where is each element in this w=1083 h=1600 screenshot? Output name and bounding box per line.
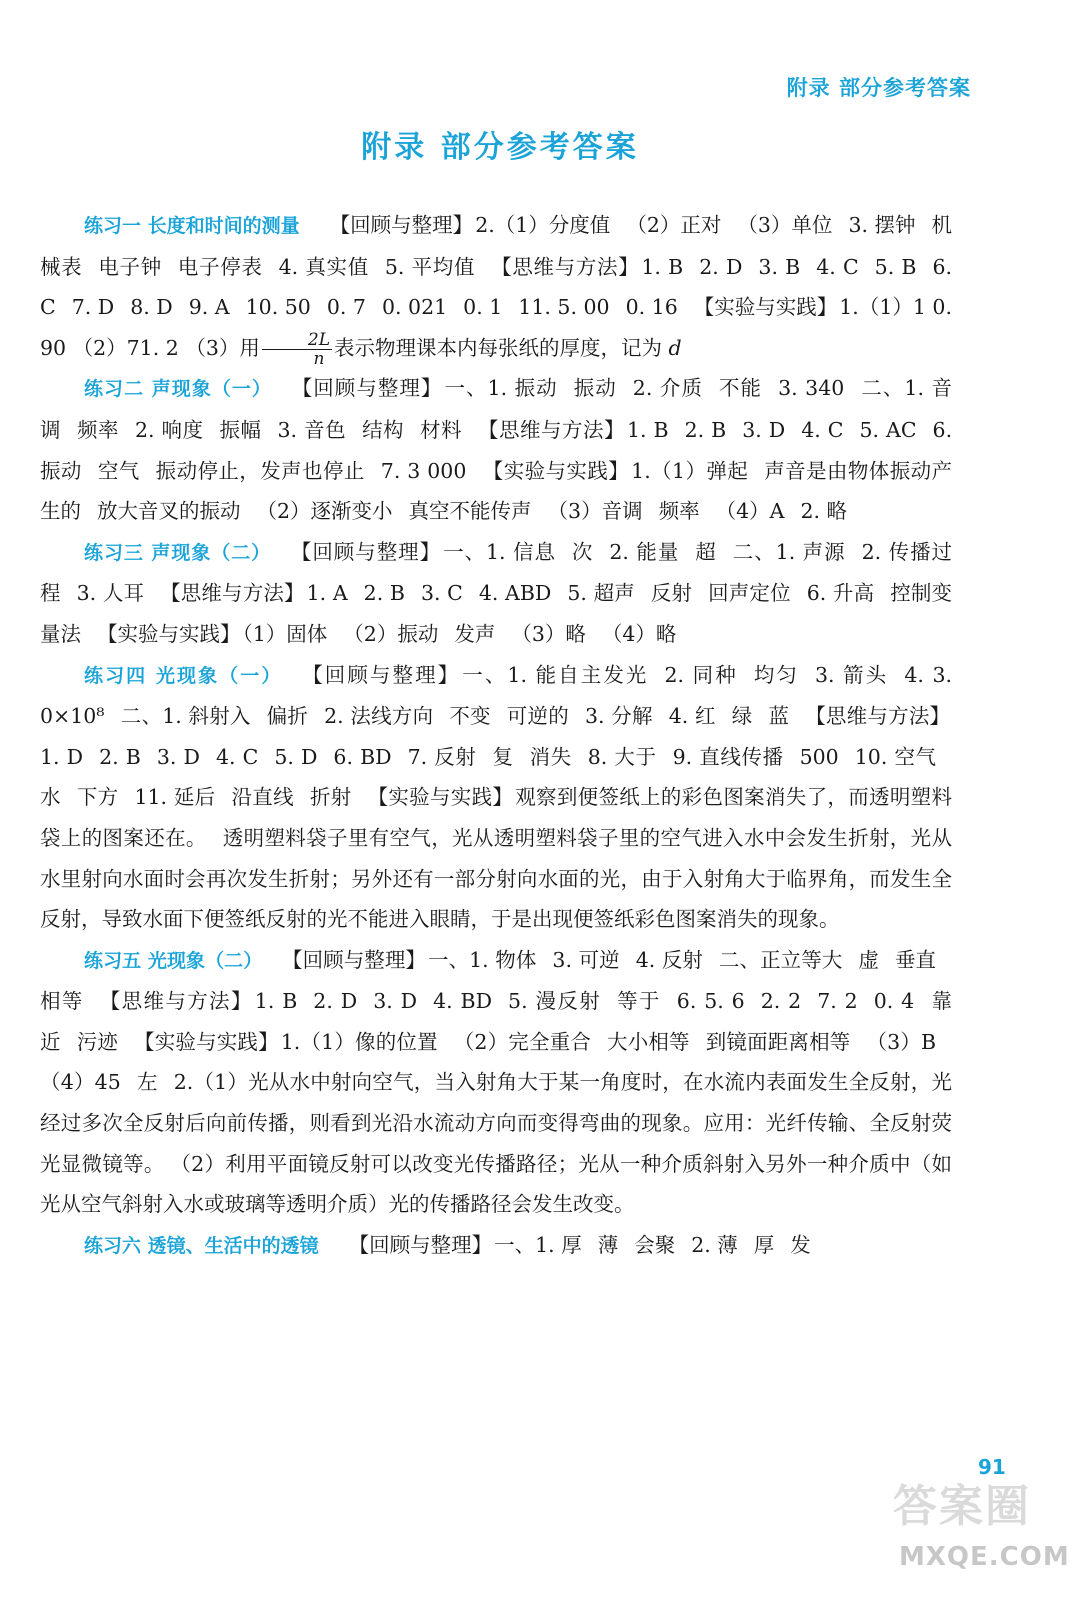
answer-item: 0. 021 — [381, 295, 448, 320]
answer-item: 垂直 — [894, 947, 937, 972]
answer-item: （2）利用平面镜反射可以改变光传播路径；光从一种介质斜射入另外一种介质中（如光从空气斜射入水或玻璃等透明介质）光的传播路径会发生改变。 — [40, 1151, 953, 1217]
section-heading: 【回顾与整理】 — [329, 213, 474, 237]
section-heading: 【思维与方法】 — [99, 989, 253, 1014]
exercise-title: 练习五 光现象（二） — [84, 949, 263, 972]
answer-item: 放大音叉的振动 — [97, 499, 241, 524]
answer-item: 1. B — [626, 417, 669, 442]
answer-item: 11. 延后 — [134, 785, 216, 810]
answer-item: 反射 — [650, 581, 693, 606]
answer-item: 二、1. 音调 — [40, 376, 953, 442]
answer-item: 500 — [799, 744, 839, 769]
answer-item: 结构 — [362, 417, 405, 442]
answer-item: 6. 振动 — [40, 417, 953, 483]
answer-item: （3）略 — [511, 621, 586, 646]
answer-item: 厚 — [753, 1232, 775, 1257]
answer-item: 均匀 — [753, 662, 799, 687]
section-heading: 【回顾与整理】 — [301, 539, 442, 564]
answer-text: 表示物理课本内每张纸的厚度，记为 — [333, 335, 662, 360]
answer-item: 靠近 — [40, 989, 953, 1054]
section-heading: 【实验与实践】 — [367, 785, 514, 810]
answer-item: 虚 — [858, 947, 879, 972]
answer-item: 二、1. 斜射入 — [120, 704, 251, 729]
answer-item: 污迹 — [76, 1029, 119, 1054]
answer-item: 7. 反射 — [407, 744, 477, 769]
answer-item: 5. B — [874, 254, 917, 279]
exercise-paragraph — [40, 368, 952, 531]
answer-item: （3）音调 — [547, 499, 643, 524]
section-heading: 【实验与实践】 — [134, 1029, 279, 1054]
exercise-title: 练习四 光现象（一） — [84, 664, 283, 687]
answer-item: 2. 同种 — [664, 662, 738, 687]
answer-item: 2. B — [99, 744, 141, 769]
answer-item: 9. 直线传播 — [672, 744, 784, 769]
answer-item: 2. 2 — [760, 989, 802, 1014]
answer-item: 1.（1）弹起 — [631, 458, 749, 483]
answer-item: 到镜面距离相等 — [705, 1029, 851, 1054]
answer-item: 0. 16 — [625, 295, 678, 320]
answer-item: 3. 音色 — [277, 417, 347, 442]
answer-item: 透明塑料袋子里有空气，光从透明塑料袋子里的空气进入水中会发生折射，光从水里射向水面时会再次发生折射；另外还有一部分射向水面的光，由于入射角大于临界角，而发生全反射，导致水面下便签纸反射的光不能进入眼睛，于是出现便签纸彩色图案消失的现象。 — [40, 825, 953, 932]
answer-item: 空气 — [97, 458, 140, 483]
watermark-url: MXQE.COM — [899, 1542, 1070, 1572]
section-heading: 【思维与方法】 — [160, 581, 305, 606]
answer-item: 2. 响度 — [134, 417, 204, 442]
answer-item: 4. C — [801, 417, 844, 442]
answer-item: 频率 — [658, 499, 700, 524]
answer-item: 折射 — [309, 785, 352, 810]
answer-item: 4. C — [816, 254, 859, 279]
fraction-numerator: 2L — [262, 331, 332, 350]
answer-item: 观察到便签纸上的彩色图案消失了，而透明塑料袋上的图案还在。 — [40, 785, 952, 850]
answer-item: 发声 — [454, 621, 496, 646]
answer-item: 8. 大于 — [587, 744, 657, 769]
variable: d — [668, 335, 682, 360]
exercise-paragraph — [40, 655, 952, 940]
answer-item: 薄 — [597, 1232, 619, 1257]
section-heading: 【思维与方法】 — [805, 704, 951, 729]
answer-item: 0. 7 — [326, 295, 366, 320]
answer-item: 7. 2 — [817, 989, 858, 1014]
answer-item: 5. 漫反射 — [508, 989, 602, 1014]
answer-item: （4）略 — [601, 621, 677, 646]
running-header: 附录 部分参考答案 — [786, 76, 971, 100]
answer-item: 5. 平均值 — [384, 254, 476, 279]
exercise-paragraph — [40, 940, 952, 1225]
answer-item: 3. 340 — [778, 376, 845, 401]
fraction-denominator: n — [313, 348, 325, 369]
answer-item: 5. AC — [859, 417, 917, 442]
answer-item: 会聚 — [634, 1232, 676, 1257]
answer-item: 大小相等 — [607, 1029, 690, 1054]
answer-item: （3）单位 — [737, 213, 833, 237]
answer-item: 3. D — [373, 989, 418, 1014]
answer-item: 消失 — [529, 744, 572, 769]
section-heading: 【实验与实践】 — [482, 458, 630, 483]
answer-item: 7. 3 000 — [380, 458, 467, 483]
answer-item: 一、1. 振动 — [444, 376, 558, 401]
answer-item: 2.（1）光从水中射向空气，当入射角大于某一角度时，在水流内表面发生全反射，光经过多次全反射后向前传播，则看到光沿水流动方向而变得弯曲的现象。应用：光纤传输、全反射荧光显微镜等。 — [40, 1070, 952, 1176]
answer-item: 相等 — [40, 989, 84, 1014]
answer-item: 2. D — [699, 254, 743, 279]
answer-item: 不能 — [718, 376, 763, 401]
answer-item: 二、正立等大 — [718, 947, 843, 972]
exercise-title: 练习一 长度和时间的测量 — [84, 215, 300, 237]
answer-item: 等于 — [617, 989, 661, 1014]
answer-item: 4. 3. 0×10⁸ — [40, 662, 953, 729]
answer-item: 材料 — [420, 417, 463, 442]
answer-item: 2. 介质 — [632, 376, 703, 401]
answer-item: 4. 真实值 — [278, 254, 369, 279]
answer-item: 2. 法线方向 — [324, 704, 434, 729]
answer-item: 振幅 — [219, 417, 262, 442]
answer-item: 6. BD — [333, 744, 392, 769]
answer-item: 3. 可逆 — [552, 947, 620, 972]
answer-item: 电子钟 — [98, 254, 162, 279]
answer-item: （2）完全重合 — [453, 1029, 592, 1054]
exercise-title: 练习六 透镜、生活中的透镜 — [84, 1234, 319, 1257]
answer-item: 超 — [695, 539, 717, 564]
answer-item: 2. B — [363, 581, 405, 606]
answer-item: 绿 — [731, 704, 753, 729]
answer-item: 下方 — [76, 785, 119, 810]
answer-item: （2）正对 — [626, 213, 722, 237]
answer-item: 偏折 — [266, 704, 309, 729]
section-heading: 【思维与方法】 — [478, 417, 625, 442]
answer-item: 控制变量法 — [40, 581, 952, 646]
answer-item: 0. 1 — [463, 295, 503, 320]
answer-item: 发 — [790, 1232, 811, 1257]
answer-item: （2）逐渐变小 — [256, 499, 393, 524]
answer-item: 8. D — [130, 295, 173, 320]
answer-item: 复 — [492, 744, 514, 769]
watermark — [893, 1470, 1073, 1590]
answer-item: 1.（1）像的位置 — [280, 1029, 438, 1054]
answer-item: 水 — [40, 785, 61, 810]
answer-item: 10. 50 — [245, 295, 311, 320]
section-heading: 【回顾与整理】 — [348, 1232, 493, 1257]
answer-item: 次 — [571, 539, 594, 564]
answer-item: 左 — [136, 1070, 158, 1095]
exercise-paragraph — [40, 532, 952, 655]
page-title: 附录 部分参考答案 — [361, 130, 639, 165]
answer-item: 3. D — [156, 744, 200, 769]
answer-item: 3. B — [758, 254, 801, 279]
answer-item: （2）振动 — [343, 621, 439, 646]
answer-item: 6. 升高 — [806, 581, 875, 606]
answer-item: 4. ABD — [478, 581, 552, 606]
answer-item: 3. 人耳 — [76, 581, 145, 606]
answer-item: 电子停表 — [177, 254, 263, 279]
answer-item: 沿直线 — [231, 785, 294, 810]
exercise-title: 练习三 声现象（二） — [84, 541, 272, 564]
answer-item: 2. D — [313, 989, 358, 1014]
answer-item: 一、1. 能自主发光 — [462, 662, 649, 687]
answer-item: 2. 能量 — [609, 539, 680, 564]
answer-item: 振动 — [573, 376, 617, 401]
section-heading: 【实验与实践】 — [693, 295, 838, 320]
answer-item: 不变 — [449, 704, 491, 729]
watermark-logo: 答案圈 — [893, 1481, 1031, 1532]
answer-item: 2.（1）分度值 — [475, 213, 611, 237]
answer-item: 二、1. 声源 — [732, 539, 846, 564]
answer-item: 可逆的 — [506, 704, 569, 729]
section-heading: 【回顾与整理】 — [301, 376, 443, 401]
answer-item: 10. 空气 — [854, 744, 937, 769]
answer-text: 1.（1）1 0. 90 （2）71. 2 （3）用 — [40, 295, 952, 360]
section-heading: 【回顾与整理】 — [312, 662, 461, 687]
answer-item: 1. B — [254, 989, 298, 1014]
answer-item: 振动停止，发声也停止 — [155, 458, 365, 483]
answer-item: 2. 薄 — [691, 1232, 738, 1257]
answer-item: 2. B — [684, 417, 727, 442]
exercise-paragraph — [40, 205, 952, 368]
answer-item: （1）固体 — [242, 621, 328, 646]
answer-item: 声音是由物体振动产生的 — [40, 458, 953, 524]
answer-item: 回声定位 — [708, 581, 791, 606]
section-heading: 【实验与实践】 — [97, 621, 241, 646]
answer-item: 1. D — [40, 744, 84, 769]
answer-item: 1. A — [306, 581, 348, 606]
answer-item: 2. 传播过程 — [40, 539, 953, 606]
exercise-paragraph — [40, 1225, 952, 1267]
answer-item: 3. 箭头 — [815, 662, 889, 687]
answer-item: 一、1. 物体 — [428, 947, 537, 972]
answer-item: 4. 反射 — [635, 947, 703, 972]
answer-item: 1. B — [641, 254, 684, 279]
answer-item: 5. D — [274, 744, 318, 769]
answer-item: 4. 红 — [668, 704, 716, 729]
answer-item: 0. 4 — [873, 989, 915, 1014]
answer-item: 2. 略 — [800, 499, 848, 524]
answer-item: （4）45 — [40, 1070, 121, 1095]
answer-item: 机械表 — [40, 213, 953, 279]
answer-item: 4. BD — [433, 989, 493, 1014]
section-heading: 【思维与方法】 — [491, 254, 640, 279]
answer-item: 3. D — [742, 417, 786, 442]
page-number: 91 — [978, 1455, 1006, 1479]
answer-item: （3）B — [866, 1029, 937, 1054]
answer-item: 频率 — [77, 417, 119, 442]
answer-item: 7. D — [71, 295, 115, 320]
answer-item: 6. C — [40, 254, 953, 320]
section-heading: 【回顾与整理】 — [292, 947, 426, 972]
answer-item: 一、1. 信息 — [443, 539, 556, 564]
answer-content — [40, 205, 952, 1266]
answer-item: 6. 5. 6 — [676, 989, 745, 1014]
answer-item: 一、1. 厚 — [494, 1232, 582, 1257]
answer-item: 真空不能传声 — [408, 499, 532, 524]
answer-item: 3. 分解 — [584, 704, 653, 729]
answer-item: 11. 5. 00 — [518, 295, 610, 320]
answer-item: 3. 摆钟 — [848, 213, 916, 237]
fraction — [262, 331, 332, 368]
answer-item: （4）A — [715, 499, 785, 524]
exercise-title: 练习二 声现象（一） — [84, 378, 272, 401]
answer-item: 4. C — [215, 744, 259, 769]
answer-item: 5. 超声 — [567, 581, 635, 606]
answer-item: 3. C — [420, 581, 463, 606]
answer-item: 9. A — [188, 295, 230, 320]
answer-item: 蓝 — [768, 704, 790, 729]
